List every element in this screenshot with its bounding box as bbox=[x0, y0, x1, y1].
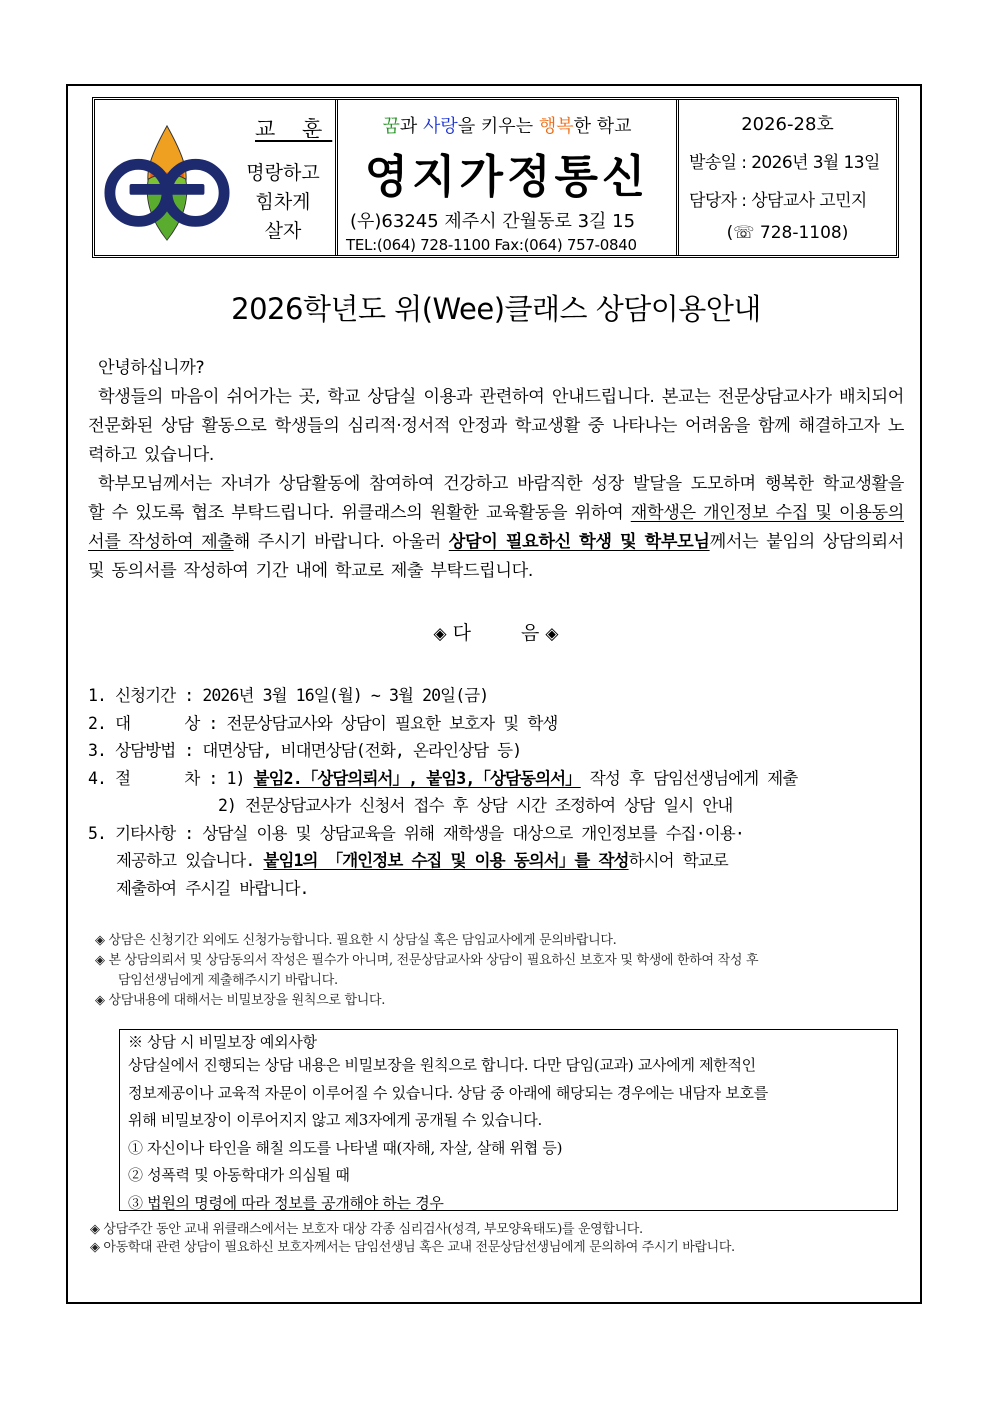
box-body-line: 정보제공이나 교육적 자문이 이루어질 수 있습니다. 상담 중 아래에 해당되는 경우에는 내담자 보호를 bbox=[128, 1083, 768, 1102]
list-item-procedure bbox=[88, 765, 910, 793]
motto-line: 살자 bbox=[264, 220, 302, 242]
issue-date: 발송일 : 2026년 3월 13일 bbox=[689, 153, 880, 173]
list-item-period bbox=[88, 682, 910, 710]
school-slogan bbox=[338, 112, 676, 138]
exception-item: ② 성폭력 및 아동학대가 의심될 때 bbox=[128, 1166, 350, 1184]
consent-form-emphasis: 재학생은 개인정보 수집 및 이용동의서를 작성하여 제출 bbox=[88, 503, 904, 552]
heading-word: 다 bbox=[452, 622, 471, 644]
item-label: 1. 신청기간 : bbox=[88, 686, 203, 705]
item-value: 제공하고 있습니다. bbox=[116, 851, 264, 870]
paragraph-text: 해 주시기 바랍니다. 아울러 bbox=[233, 532, 449, 552]
list-item-procedure-step2: 2) 전문상담교사가 신청서 접수 후 상담 시간 조정하여 상담 일시 안내 bbox=[218, 796, 733, 815]
footer-notes bbox=[90, 1221, 910, 1257]
slogan-text: 한 학교 bbox=[573, 116, 632, 137]
contact-person: 담당자 : 상담교사 고민지 bbox=[689, 191, 867, 211]
footer-note: ◈ 상담주간 동안 교내 위클래스에서는 보호자 대상 각종 심리검사(성격, 부모양육태도)를 운영합니다. bbox=[90, 1222, 643, 1237]
step-number: 1) bbox=[226, 768, 254, 788]
slogan-happiness: 행복 bbox=[538, 116, 574, 137]
item-value: 하시어 학교로 bbox=[628, 851, 728, 870]
school-emblem-icon bbox=[103, 118, 231, 246]
list-item-other bbox=[88, 820, 910, 848]
confidentiality-exceptions-box bbox=[119, 1029, 898, 1211]
item-label: 5. 기타사항 : bbox=[88, 823, 203, 843]
issue-info-cell bbox=[679, 100, 896, 255]
note-item: ◈ 상담내용에 대해서는 비밀보장을 원칙으로 합니다. bbox=[95, 993, 386, 1008]
item-value: 작성 후 담임선생님에게 제출 bbox=[580, 768, 798, 788]
notes-list bbox=[95, 931, 907, 1011]
list-item-other-line3: 제출하여 주시길 바랍니다. bbox=[116, 878, 309, 898]
list-item-method bbox=[88, 737, 910, 765]
issue-number: 2026-28호 bbox=[741, 114, 834, 135]
item-label: 3. 상담방법 : bbox=[88, 741, 203, 760]
item-value: 전문상담교사와 상담이 필요한 보호자 및 학생 bbox=[226, 713, 558, 733]
section-heading bbox=[0, 618, 992, 645]
motto-line: 힘차게 bbox=[255, 191, 311, 213]
diamond-icon: ◈ bbox=[433, 624, 447, 644]
details-list bbox=[88, 682, 910, 902]
item-value: 2026년 3월 16일(월) ~ 3월 20일(금) bbox=[202, 686, 489, 705]
slogan-love: 사랑 bbox=[423, 116, 458, 137]
item-label: 2. 대 상 : bbox=[88, 713, 227, 733]
box-body-line: 상담실에서 진행되는 상담 내용은 비밀보장을 원칙으로 합니다. 다만 담임(교과) 교사에게 제한적인 bbox=[128, 1056, 756, 1074]
newsletter-title: 영지가정통신 bbox=[364, 150, 650, 203]
slogan-text: 과 bbox=[399, 116, 424, 137]
attachment-forms-emphasis: 붙임2.「상담의뢰서」, 붙임3,「상담동의서」 bbox=[253, 768, 581, 788]
greeting: 안녕하십니까? bbox=[98, 358, 205, 378]
paragraph-text: 께서는 붙임의 상담의뢰서 및 동의서를 작성하여 기간 내에 학교로 제출 부탁드립니다. bbox=[88, 532, 904, 581]
exception-item: ① 자신이나 타인을 해칠 의도를 나타낼 때(자해, 자살, 살해 위협 등) bbox=[128, 1138, 563, 1157]
list-item-other-line2 bbox=[88, 847, 910, 875]
item-label: 4. 절 차 : bbox=[88, 768, 227, 788]
school-motto-cell bbox=[95, 100, 338, 255]
contact-phone: (☏ 728-1108) bbox=[726, 223, 849, 243]
note-item: ◈ 상담은 신청기간 외에도 신청가능합니다. 필요한 시 상담실 혹은 담임교사에게 문의바랍니다. bbox=[95, 933, 617, 948]
footer-note: ◈ 아동학대 관련 상담이 필요하신 보호자께서는 담임선생님 혹은 교내 전문상담선생님에게 문의하여 주시기 바랍니다. bbox=[90, 1240, 735, 1255]
box-title: ※ 상담 시 비밀보장 예외사항 bbox=[128, 1033, 317, 1051]
note-item: ◈ 본 상담의뢰서 및 상담동의서 작성은 필수가 아니며, 전문상담교사와 상담이 필요하신 보호자 및 학생에 한하여 작성 후 bbox=[95, 953, 759, 968]
motto-title: 교 훈 bbox=[255, 117, 333, 141]
newsletter-title-cell bbox=[338, 100, 679, 255]
privacy-consent-emphasis: 붙임1의 「개인정보 수집 및 이용 동의서」를 작성 bbox=[263, 851, 629, 870]
box-body-line: 위해 비밀보장이 이루어지지 않고 제3자에게 공개될 수 있습니다. bbox=[128, 1111, 542, 1129]
item-value: 대면상담, 비대면상담(전화, 온라인상담 등) bbox=[202, 741, 522, 760]
paragraph-text: 학부모님께서는 자녀가 상담활동에 참여하여 건강하고 바람직한 성장 발달을 도모하며 행복한 학교생활을 할 수 있도록 협조 부탁드립니다. 위클래스의 원활한 교육활동을 위하여 bbox=[88, 474, 904, 523]
slogan-text: 을 키우는 bbox=[457, 116, 539, 137]
note-item-continued: 담임선생님에게 제출해주시기 바랍니다. bbox=[118, 973, 338, 988]
target-audience-emphasis: 상담이 필요하신 학생 및 학부모님 bbox=[448, 532, 710, 552]
intro-paragraph: 학생들의 마음이 쉬어가는 곳, 학교 상담실 이용과 관련하여 안내드립니다. 본교는 전문상담교사가 배치되어 전문화된 상담 활동으로 학생들의 심리적·정서적 안정과 학교생활 중 나타나는 어려움을 함께 해결하고자 노력하고 있습니다. bbox=[88, 387, 904, 465]
newsletter-header bbox=[92, 97, 899, 258]
motto-line: 명랑하고 bbox=[246, 162, 320, 184]
school-tel-fax: TEL:(064) 728-1100 Fax:(064) 757-0840 bbox=[346, 236, 637, 254]
request-paragraph bbox=[88, 470, 904, 586]
school-address: (우)63245 제주시 간월동로 3길 15 bbox=[350, 211, 636, 232]
list-item-target bbox=[88, 710, 910, 738]
document-title: 2026학년도 위(Wee)클래스 상담이용안내 bbox=[231, 292, 761, 326]
item-value: 상담실 이용 및 상담교육을 위해 재학생을 대상으로 개인정보를 수집·이용· bbox=[202, 823, 744, 843]
slogan-dream: 꿈 bbox=[382, 116, 400, 137]
exception-item: ③ 법원의 명령에 따라 정보를 공개해야 하는 경우 bbox=[128, 1193, 444, 1212]
heading-word: 음 bbox=[521, 622, 540, 644]
diamond-icon: ◈ bbox=[545, 624, 559, 644]
